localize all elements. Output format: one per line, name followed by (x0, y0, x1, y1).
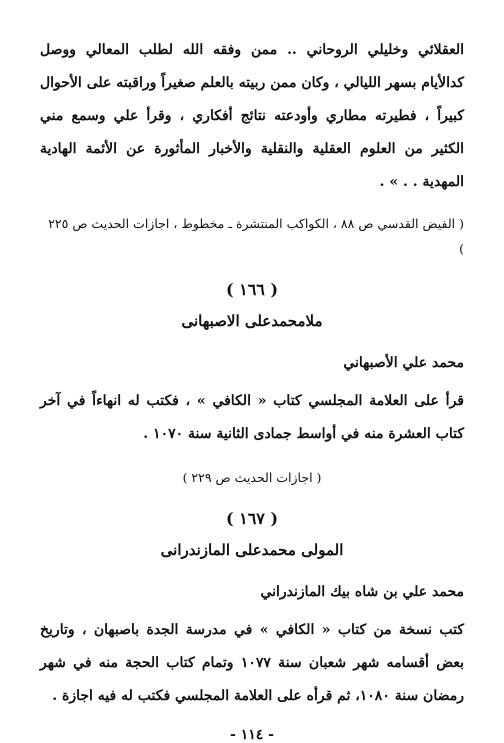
entry-title: المولى محمدعلى المازندرانى (160, 541, 344, 559)
entry-name: محمد علي بن شاه بيك المازندراني (260, 584, 464, 600)
intro-paragraph: العقلائي وخليلي الروحاني .. ممن وفقه الله لطلب المعالي ووصل كدالأيام بسهر الليالي ، وكان ممن ربيته بالعلم صغيراً وراقبته على الأحوال كبيراً ، فطيرته مطاري وأودعته نتائج أفكاري ، وقرأ علي وسمع مني الكثير من العلوم العقلية والنقلية والأخبار المأثورة عن الأئمة الهادية المهدية . . » . (40, 42, 464, 190)
entry-number: ( ١٦٧ ) (225, 509, 279, 528)
document-page (40, 34, 465, 743)
entry-paragraph: كتب نسخة من كتاب « الكافي » في مدرسة الجدة باصبهان ، وتاريخ بعض أقسامه شهر شعبان سنة ١٠٧٧ وتمام كتاب الحجة منه في شهر رمضان سنة ١٠٨٠، ثم قرأه على العلامة المجلسي فكتب له فيه اجازة . (40, 622, 465, 704)
entry-number: ( ١٦٦ ) (225, 280, 279, 299)
entry-name: محمد علي الأصبهاني (343, 355, 464, 371)
entry-paragraph: قرأ على العلامة المجلسي كتاب « الكافي » ، فكتب له انهاءاً في آخر كتاب العشرة منه في أواسط جمادى الثانية سنة ١٠٧٠ . (40, 393, 464, 442)
entry-166 (40, 277, 464, 490)
page-number: - ١١٤ - (230, 727, 274, 743)
entry-citation: ( اجازات الحديث ص ٢٢٩ ) (182, 470, 322, 485)
entry-title: ملامحمدعلى الاصبهانى (181, 312, 323, 330)
entry-167 (40, 506, 464, 713)
intro-citation: ( الفيض القدسي ص ٨٨ ، الكواكب المنتشرة ـ مخطوط ، اجازات الحديث ص ٢٢٥ ) (48, 216, 464, 256)
